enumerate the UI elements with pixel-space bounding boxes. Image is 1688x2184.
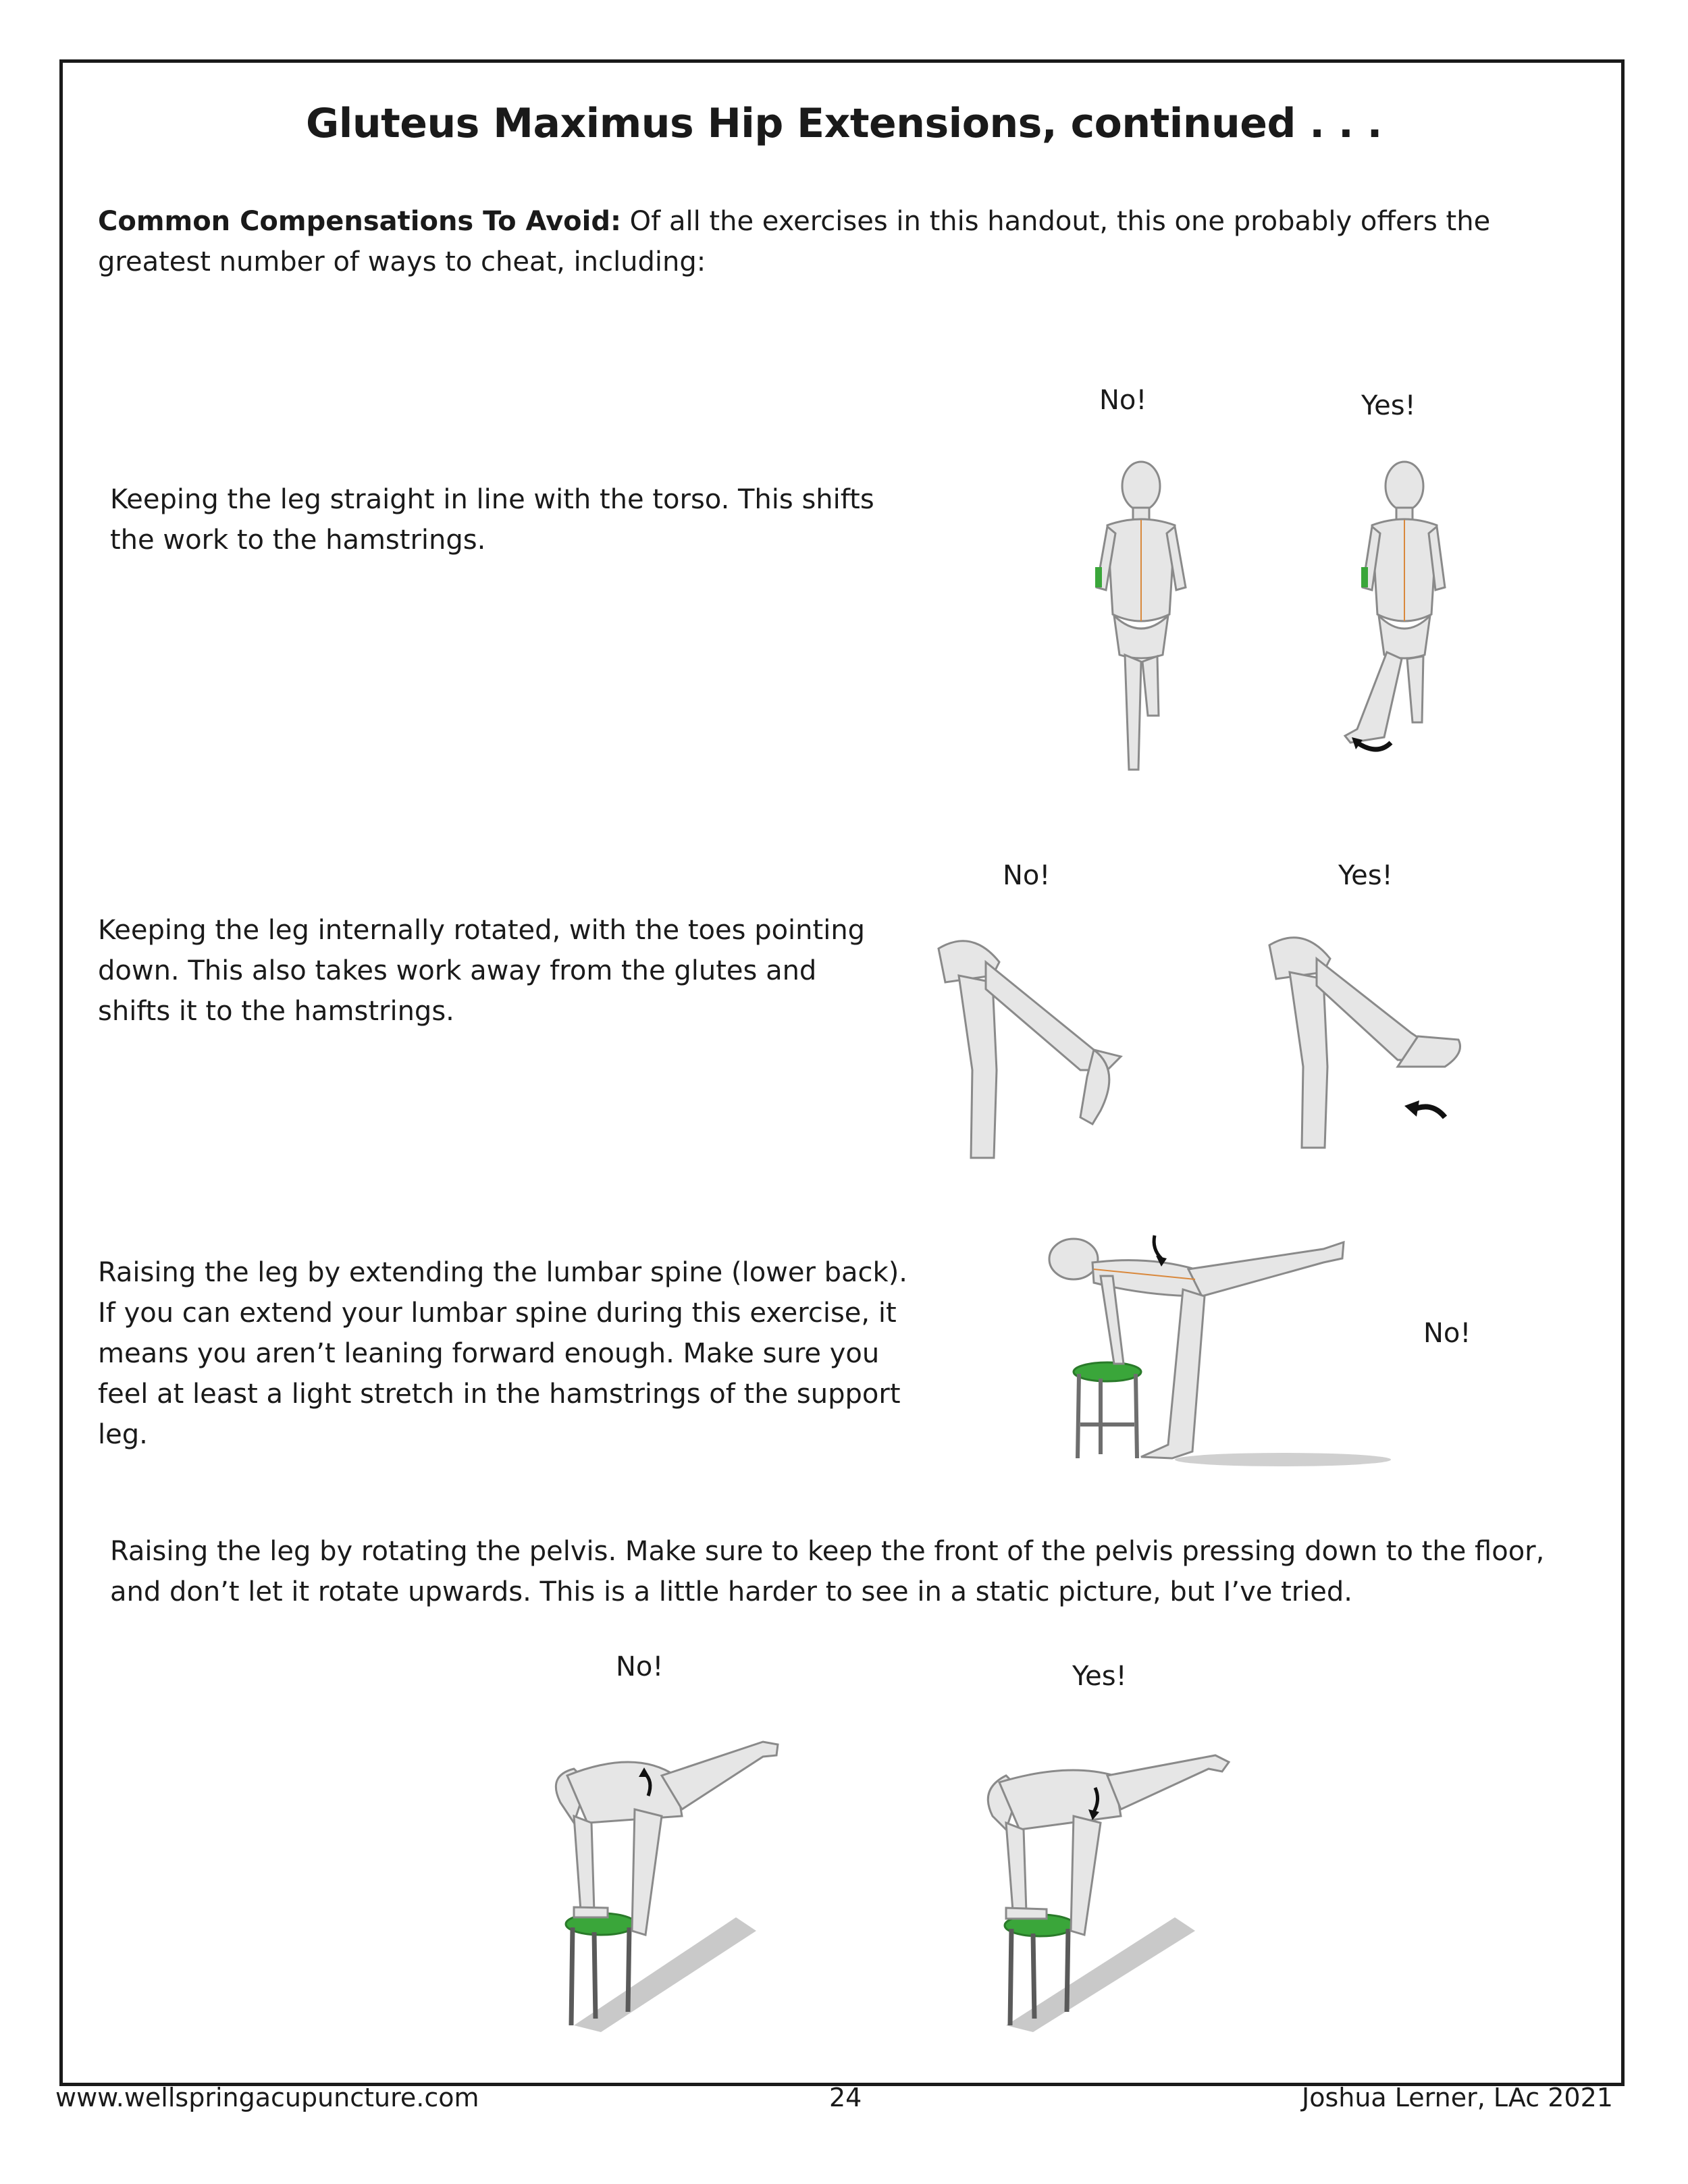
figure-pelvis-rotation-yes [966,1742,1249,2032]
rotation-arrow-icon [1154,1235,1161,1258]
page-title: Gluteus Maximus Hip Extensions, continued . . . [306,100,1382,147]
section-1-yes-label: Yes! [1361,390,1416,421]
figure-straight-leg-no [1087,459,1195,776]
section-3-text: Raising the leg by extending the lumbar spine (lower back). If you can extend your lumbar spine during this exercise, it means you aren’t leaning forward enough. Make sure you feel at least a light stretch in the hamstrings of the support leg. [98,1257,908,1450]
section-2-no-label: No! [1003,860,1051,891]
rotation-arrow-icon [1357,743,1391,749]
figure-pelvis-rotation-no [533,1735,803,2032]
footer-page-number: 24 [829,2083,862,2112]
section-4-no-label: No! [616,1651,664,1682]
figure-internal-rotation-yes [1263,932,1485,1154]
intro-label: Common Compensations To Avoid: [98,206,621,237]
section-4-yes-label: Yes! [1072,1661,1127,1692]
intro-paragraph [98,201,1563,282]
section-1-no-label: No! [1099,385,1147,416]
figure-internal-rotation-no [932,935,1168,1158]
figure-straight-leg-yes [1337,459,1452,776]
footer-website: www.wellspringacupuncture.com [55,2083,479,2112]
section-2-text: Keeping the leg internally rotated, with the toes pointing down. This also takes work away from the glutes and shifts it to the hamstrings. [98,915,866,1027]
section-2-yes-label: Yes! [1338,860,1393,891]
section-1-text: Keeping the leg straight in line with the torso. This shifts the work to the hamstrings. [110,484,874,556]
footer-author: Joshua Lerner, LAc 2021 [1302,2083,1613,2112]
section-3-no-label: No! [1423,1318,1471,1349]
figure-lumbar-extension-no [1040,1229,1391,1472]
intro-text: Of all the exercises in this handout, this one probably offers the greatest number of ways to cheat, including: [98,206,1491,277]
section-4-text: Raising the leg by rotating the pelvis. Make sure to keep the front of the pelvis pressing down to the floor, and don’t let it rotate upwards. This is a little harder to see in a static picture, but I’ve tried. [110,1536,1545,1607]
